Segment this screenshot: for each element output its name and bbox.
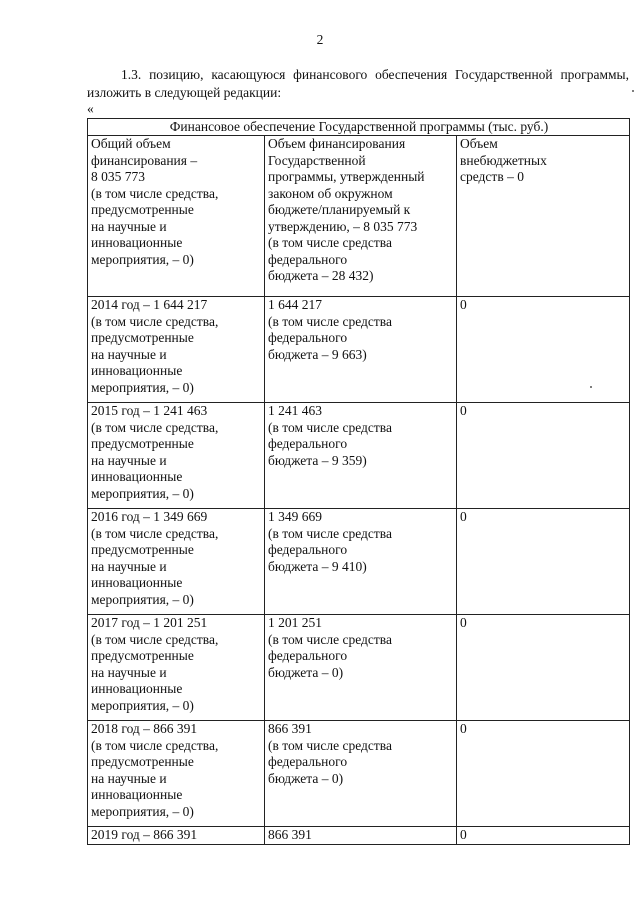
scan-speck	[632, 90, 634, 92]
cell-line: 1 644 217	[268, 297, 322, 312]
year-extrabudget-cell: 0	[457, 615, 630, 721]
cell-line: 8 035 773	[91, 169, 145, 184]
cell-line: (в том числе средства	[268, 313, 392, 329]
cell-line: предусмотренные	[91, 202, 194, 217]
year-total-cell	[88, 509, 265, 615]
year-extrabudget-cell: 0	[457, 509, 630, 615]
table-row	[88, 297, 630, 403]
cell-line: бюджета – 0)	[268, 664, 344, 680]
year-extrabudget-cell: 0	[457, 403, 630, 509]
year-program-cell	[265, 827, 457, 845]
cell-line: финансирования –	[91, 152, 198, 168]
cell-line: (в том числе средства	[268, 525, 392, 541]
cell-line: бюджета – 9 410)	[268, 558, 367, 574]
table-title: Финансовое обеспечение Государственной программы (тыс. руб.)	[88, 119, 630, 136]
cell-line: (в том числе средства,	[91, 185, 219, 201]
cell-line: федерального	[268, 436, 348, 451]
year-program-cell	[265, 403, 457, 509]
cell-line: бюджета – 9 359)	[268, 452, 367, 468]
year-program-cell	[265, 297, 457, 403]
year-total-cell	[88, 827, 265, 845]
cell-line: 2016 год – 1 349 669	[91, 509, 208, 524]
table-title-row	[88, 119, 630, 136]
cell-line: Объем финансирования	[268, 136, 406, 151]
header-extrabudget	[457, 136, 630, 297]
cell-line: 866 391	[268, 827, 312, 842]
cell-line: инновационные	[91, 787, 183, 802]
cell-line: инновационные	[91, 469, 183, 484]
cell-line: бюджета – 28 432)	[268, 268, 374, 283]
year-total-cell	[88, 403, 265, 509]
page-number: 2	[316, 32, 324, 47]
cell-line: (в том числе средства,	[91, 525, 219, 541]
cell-line: Государственной	[268, 152, 366, 168]
cell-line: 2018 год – 866 391	[91, 721, 198, 736]
cell-line: федерального	[268, 754, 348, 769]
cell-line: мероприятия, – 0)	[91, 803, 194, 819]
header-total-financing	[88, 136, 265, 297]
year-total-cell	[88, 297, 265, 403]
cell-line: предусмотренные	[91, 330, 194, 345]
cell-line: 2019 год – 866 391	[91, 827, 198, 842]
cell-line: предусмотренные	[91, 754, 194, 769]
year-extrabudget-cell: 0	[457, 297, 630, 403]
cell-line: предусмотренные	[91, 542, 194, 557]
cell-line: мероприятия, – 0)	[91, 379, 194, 395]
cell-line: (в том числе средства,	[91, 419, 219, 435]
cell-line: утверждению, – 8 035 773	[268, 218, 418, 234]
cell-line: 1 241 463	[268, 403, 322, 418]
cell-line: (в том числе средства	[268, 235, 392, 250]
table-row	[88, 615, 630, 721]
header-program-financing	[265, 136, 457, 297]
cell-line: инновационные	[91, 681, 183, 696]
cell-line: 2015 год – 1 241 463	[91, 403, 208, 418]
cell-line: на научные и	[91, 558, 167, 574]
year-extrabudget-cell: 0	[457, 827, 630, 845]
cell-line: программы, утвержденный	[268, 169, 425, 184]
cell-line: предусмотренные	[91, 436, 194, 451]
year-extrabudget-cell: 0	[457, 721, 630, 827]
cell-line: инновационные	[91, 575, 183, 590]
cell-line: бюджета – 0)	[268, 770, 344, 786]
cell-line: федерального	[268, 251, 348, 267]
cell-line: (в том числе средства	[268, 419, 392, 435]
cell-line: на научные и	[91, 346, 167, 362]
cell-line: (в том числе средства	[268, 737, 392, 753]
year-program-cell	[265, 615, 457, 721]
cell-line: мероприятия, – 0)	[91, 485, 194, 501]
year-total-cell	[88, 721, 265, 827]
cell-line: мероприятия, – 0)	[91, 697, 194, 713]
year-total-cell	[88, 615, 265, 721]
cell-line: 1 201 251	[268, 615, 322, 630]
financing-table	[87, 118, 630, 845]
cell-line: (в том числе средства	[268, 631, 392, 647]
cell-line: 1 349 669	[268, 509, 322, 524]
cell-line: на научные и	[91, 218, 167, 234]
cell-line: 2017 год – 1 201 251	[91, 615, 208, 630]
cell-line: на научные и	[91, 664, 167, 680]
cell-line: мероприятия, – 0)	[91, 251, 194, 267]
cell-line: предусмотренные	[91, 648, 194, 663]
cell-line: на научные и	[91, 452, 167, 468]
cell-line: 2014 год – 1 644 217	[91, 297, 208, 312]
cell-line: мероприятия, – 0)	[91, 591, 194, 607]
cell-line: бюджете/планируемый к	[268, 202, 411, 217]
cell-line: федерального	[268, 330, 348, 345]
cell-line: законом об окружном	[268, 185, 393, 201]
intro-paragraph: 1.3. позицию, касающуюся финансового обеспечения Государственной программы, изложить в следующей редакции:	[87, 67, 629, 100]
cell-line: Общий объем	[91, 136, 171, 151]
cell-line: бюджета – 9 663)	[268, 346, 367, 362]
cell-line: средств – 0	[460, 169, 524, 184]
cell-line: Объем	[460, 136, 498, 151]
cell-line: на научные и	[91, 770, 167, 786]
table-row	[88, 509, 630, 615]
cell-line: инновационные	[91, 235, 183, 250]
cell-line: инновационные	[91, 363, 183, 378]
table-row	[88, 827, 630, 845]
cell-line: (в том числе средства,	[91, 313, 219, 329]
cell-line: (в том числе средства,	[91, 737, 219, 753]
cell-line: 866 391	[268, 721, 312, 736]
table-row	[88, 721, 630, 827]
opening-quote-mark: «	[87, 101, 94, 116]
cell-line: (в том числе средства,	[91, 631, 219, 647]
cell-line: внебюджетных	[460, 152, 547, 168]
table-row	[88, 403, 630, 509]
year-program-cell	[265, 721, 457, 827]
table-header-row	[88, 136, 630, 297]
cell-line: федерального	[268, 648, 348, 663]
cell-line: федерального	[268, 542, 348, 557]
year-program-cell	[265, 509, 457, 615]
